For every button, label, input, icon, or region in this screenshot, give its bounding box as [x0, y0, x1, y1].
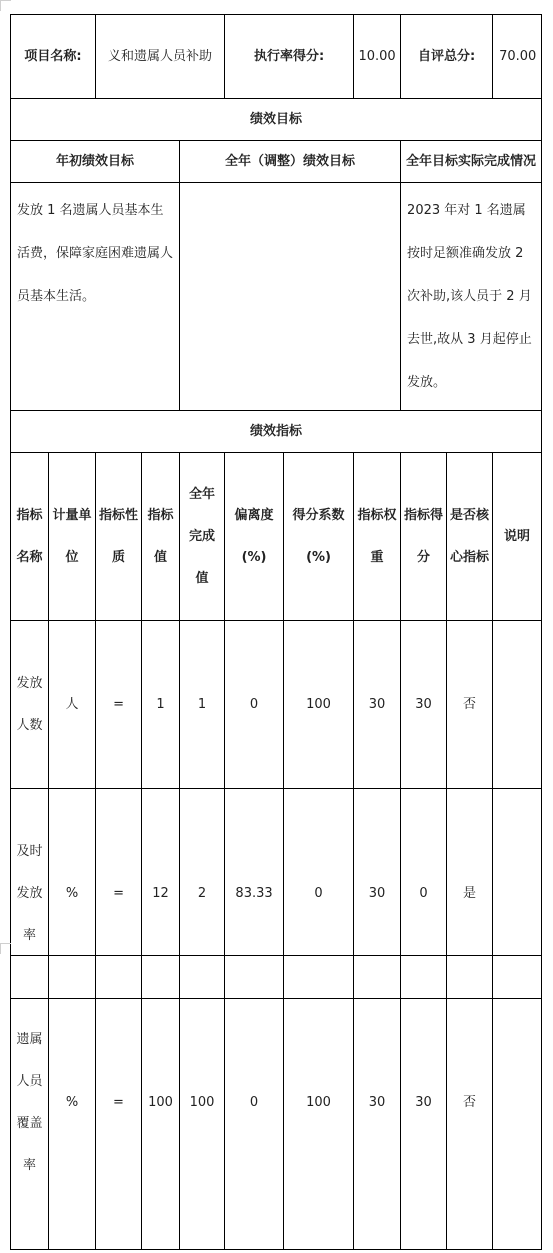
indicators-section-row: [11, 411, 542, 453]
evaluation-table: [10, 14, 542, 999]
row-indicator-name: 发放人数: [11, 621, 49, 789]
self-eval-label: 自评总分:: [401, 15, 493, 99]
adjusted-goal-header: 全年（调整）绩效目标: [180, 141, 401, 183]
header-coefficient: 得分系数(%): [284, 453, 354, 621]
row-core: 否: [447, 956, 493, 1250]
header-actual: 全年完成值: [180, 453, 225, 621]
row-actual: 1: [180, 621, 225, 789]
row-actual: 2: [180, 789, 225, 999]
exec-rate-value: 10.00: [354, 15, 401, 99]
row-note: [493, 956, 542, 1250]
initial-goal-header: 年初绩效目标: [11, 141, 180, 183]
row-score: 0: [401, 789, 447, 999]
row-note: [493, 621, 542, 789]
row-deviation: 0: [225, 956, 284, 1250]
header-weight: 指标权重: [354, 453, 401, 621]
row-core: 是: [447, 789, 493, 999]
evaluation-table-continued: [10, 955, 542, 1250]
header-deviation: 偏离度(%): [225, 453, 284, 621]
row-score: 30: [401, 956, 447, 1250]
row-target: 100: [142, 956, 180, 1250]
header-unit: 计量单位: [49, 453, 96, 621]
goals-section-row: [11, 99, 542, 141]
row-deviation: 83.33: [225, 789, 284, 999]
row-unit: %: [49, 789, 96, 999]
row-nature: =: [96, 956, 142, 1250]
header-row: [11, 15, 542, 99]
project-name: 义和遗属人员补助: [96, 15, 225, 99]
row-weight: 30: [354, 956, 401, 1250]
row-core: 否: [447, 621, 493, 789]
header-core: 是否核心指标: [447, 453, 493, 621]
exec-rate-label: 执行率得分:: [225, 15, 354, 99]
page-corner-mark: [0, 0, 11, 11]
indicators-section-title: 绩效指标: [11, 411, 542, 453]
row-indicator-name: 及时发放率: [11, 789, 49, 999]
row-indicator-name: 遗属人员覆盖率: [11, 956, 49, 1250]
table-row: [11, 956, 542, 1250]
row-unit: %: [49, 956, 96, 1250]
adjusted-goal-text: [180, 183, 401, 411]
actual-completion-header: 全年目标实际完成情况: [401, 141, 542, 183]
row-weight: 30: [354, 789, 401, 999]
row-coefficient: 100: [284, 621, 354, 789]
row-nature: =: [96, 621, 142, 789]
row-score: 30: [401, 621, 447, 789]
self-eval-value: 70.00: [493, 15, 542, 99]
header-note: 说明: [493, 453, 542, 621]
header-score: 指标得分: [401, 453, 447, 621]
header-indicator-name: 指标名称: [11, 453, 49, 621]
row-deviation: 0: [225, 621, 284, 789]
header-nature: 指标性质: [96, 453, 142, 621]
actual-completion-text: 2023 年对 1 名遗属按时足额准确发放 2 次补助,该人员于 2 月去世,故从 3 月起停止发放。: [401, 183, 542, 411]
header-target: 指标值: [142, 453, 180, 621]
row-unit: 人: [49, 621, 96, 789]
page-break-corner-mark: [0, 943, 11, 954]
row-coefficient: 100: [284, 956, 354, 1250]
indicators-header-row: [11, 453, 542, 621]
project-label: 项目名称:: [11, 15, 96, 99]
row-target: 12: [142, 789, 180, 999]
goals-content-row: [11, 183, 542, 411]
row-actual: 100: [180, 956, 225, 1250]
goals-section-title: 绩效目标: [11, 99, 542, 141]
table-row: [11, 621, 542, 789]
initial-goal-text: 发放 1 名遗属人员基本生活费，保障家庭困难遗属人员基本生活。: [11, 183, 180, 411]
row-weight: 30: [354, 621, 401, 789]
row-nature: =: [96, 789, 142, 999]
goals-header-row: [11, 141, 542, 183]
row-target: 1: [142, 621, 180, 789]
row-coefficient: 0: [284, 789, 354, 999]
